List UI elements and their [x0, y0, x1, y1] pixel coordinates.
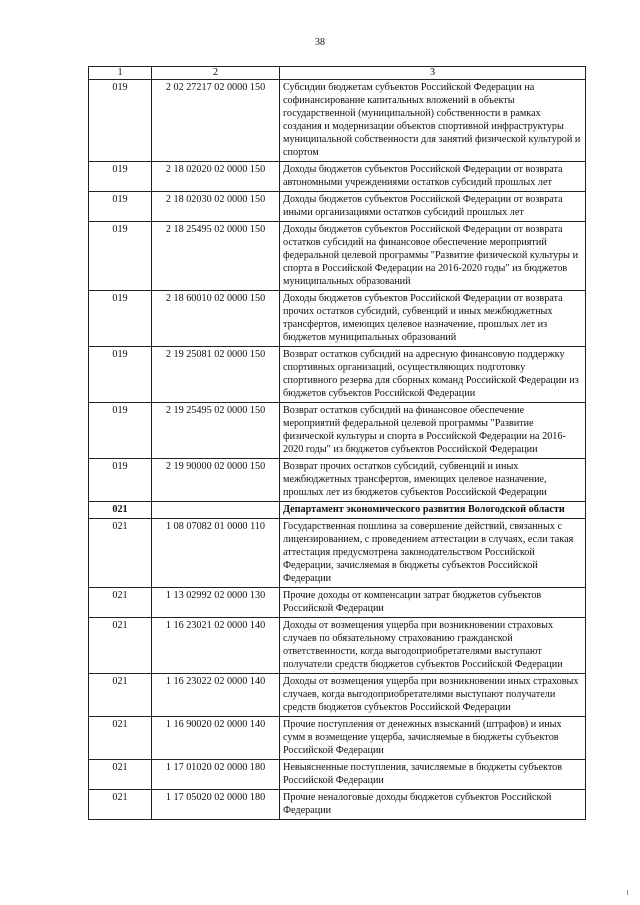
column-header-2: 2: [152, 67, 280, 80]
revenue-code-cell: 1 13 02992 02 0000 130: [152, 588, 280, 618]
revenue-code-cell: 1 16 23021 02 0000 140: [152, 618, 280, 674]
revenue-code-cell: 1 17 01020 02 0000 180: [152, 760, 280, 790]
margin-mark: [627, 890, 628, 895]
admin-code-cell: 019: [89, 347, 152, 403]
revenue-name-cell: Доходы бюджетов субъектов Российской Федерации от возврата прочих остатков субсидий, субвенций и иных межбюджетных трансфертов, имеющих целевое назначение, прошлых лет из бюджетов муниципальных образований: [280, 291, 586, 347]
admin-code-cell: 021: [89, 519, 152, 588]
table-row: [89, 291, 586, 347]
revenue-name-cell: Возврат остатков субсидий на финансовое обеспечение мероприятий федеральной целевой программы "Развитие физической культуры и спорта в Российской Федерации на 2016-2020 годы" из бюджетов субъектов Российской Федерации: [280, 403, 586, 459]
table-row: [89, 459, 586, 502]
admin-code-cell: 019: [89, 291, 152, 347]
table-row: [89, 519, 586, 588]
admin-code-cell: 021: [89, 618, 152, 674]
department-row: [89, 502, 586, 519]
admin-code-cell: 021: [89, 790, 152, 820]
table-header-row: [89, 67, 586, 80]
table-row: [89, 618, 586, 674]
admin-code-cell: 019: [89, 80, 152, 162]
revenue-code-cell: 2 02 27217 02 0000 150: [152, 80, 280, 162]
revenue-name-cell: Государственная пошлина за совершение действий, связанных с лицензированием, с проведением аттестации в случаях, если такая аттестация предусмотрена законодательством Российской Федерации, зачисляемая в бюджеты субъектов Российской Федерации: [280, 519, 586, 588]
revenue-name-cell: Возврат остатков субсидий на адресную финансовую поддержку спортивных организаций, осуществляющих подготовку спортивного резерва для сборных команд Российской Федерации из бюджетов субъектов Российской Федерации: [280, 347, 586, 403]
revenue-code-cell: 2 18 02020 02 0000 150: [152, 162, 280, 192]
admin-code-cell: 019: [89, 192, 152, 222]
table-row: [89, 717, 586, 760]
admin-code-cell: 019: [89, 403, 152, 459]
column-header-1: 1: [89, 67, 152, 80]
revenue-name-cell: Невыясненные поступления, зачисляемые в бюджеты субъектов Российской Федерации: [280, 760, 586, 790]
table-row: [89, 222, 586, 291]
admin-code-cell: 021: [89, 674, 152, 717]
admin-code-cell: 021: [89, 717, 152, 760]
revenue-name-cell: Доходы бюджетов субъектов Российской Федерации от возврата автономными учреждениями остатков субсидий прошлых лет: [280, 162, 586, 192]
revenue-code-cell: [152, 502, 280, 519]
revenue-name-cell: Возврат прочих остатков субсидий, субвенций и иных межбюджетных трансфертов, имеющих целевое назначение, прошлых лет из бюджетов субъектов Российской Федерации: [280, 459, 586, 502]
revenue-code-cell: 2 19 25081 02 0000 150: [152, 347, 280, 403]
revenue-code-cell: 1 08 07082 01 0000 110: [152, 519, 280, 588]
admin-code-cell: 021: [89, 760, 152, 790]
revenue-code-cell: 2 19 90000 02 0000 150: [152, 459, 280, 502]
table-row: [89, 790, 586, 820]
revenue-name-cell: Субсидии бюджетам субъектов Российской Федерации на софинансирование капитальных вложений в объекты государственной (муниципальной) собственности в рамках создания и модернизации объектов спортивной инфраструктуры муниципальной собственности для занятий физической культурой и спортом: [280, 80, 586, 162]
revenue-code-cell: 2 18 25495 02 0000 150: [152, 222, 280, 291]
table-body: [89, 80, 586, 820]
revenue-code-cell: 1 16 90020 02 0000 140: [152, 717, 280, 760]
admin-code-cell: 021: [89, 588, 152, 618]
admin-code-cell: 019: [89, 222, 152, 291]
table-row: [89, 347, 586, 403]
admin-code-cell: 021: [89, 502, 152, 519]
revenue-code-cell: 1 16 23022 02 0000 140: [152, 674, 280, 717]
revenue-code-cell: 1 17 05020 02 0000 180: [152, 790, 280, 820]
table-row: [89, 80, 586, 162]
revenue-code-cell: 2 18 02030 02 0000 150: [152, 192, 280, 222]
revenue-codes-table: [88, 66, 586, 820]
table-row: [89, 588, 586, 618]
revenue-code-cell: 2 19 25495 02 0000 150: [152, 403, 280, 459]
revenue-name-cell: Доходы бюджетов субъектов Российской Федерации от возврата остатков субсидий на финансовое обеспечение мероприятий федеральной целевой программы "Развитие физической культуры и спорта в Российской Федерации на 2016-2020 годы" из бюджетов муниципальных образований: [280, 222, 586, 291]
revenue-name-cell: Доходы от возмещения ущерба при возникновении иных страховых случаев, когда выгодоприобретателями выступают получатели средств бюджетов субъектов Российской Федерации: [280, 674, 586, 717]
table-row: [89, 192, 586, 222]
table-row: [89, 760, 586, 790]
revenue-name-cell: Доходы от возмещения ущерба при возникновении страховых случаев по обязательному страхованию гражданской ответственности, когда выгодоприобретателями выступают получатели средств бюджетов субъектов Российской Федерации: [280, 618, 586, 674]
admin-code-cell: 019: [89, 162, 152, 192]
revenue-name-cell: Прочие неналоговые доходы бюджетов субъектов Российской Федерации: [280, 790, 586, 820]
table-row: [89, 674, 586, 717]
table-row: [89, 403, 586, 459]
admin-code-cell: 019: [89, 459, 152, 502]
revenue-name-cell: Департамент экономического развития Вологодской области: [280, 502, 586, 519]
revenue-code-cell: 2 18 60010 02 0000 150: [152, 291, 280, 347]
table-row: [89, 162, 586, 192]
revenue-name-cell: Доходы бюджетов субъектов Российской Федерации от возврата иными организациями остатков субсидий прошлых лет: [280, 192, 586, 222]
revenue-name-cell: Прочие поступления от денежных взысканий (штрафов) и иных сумм в возмещение ущерба, зачисляемые в бюджеты субъектов Российской Федерации: [280, 717, 586, 760]
column-header-3: 3: [280, 67, 586, 80]
revenue-name-cell: Прочие доходы от компенсации затрат бюджетов субъектов Российской Федерации: [280, 588, 586, 618]
page-number: 38: [315, 37, 325, 48]
